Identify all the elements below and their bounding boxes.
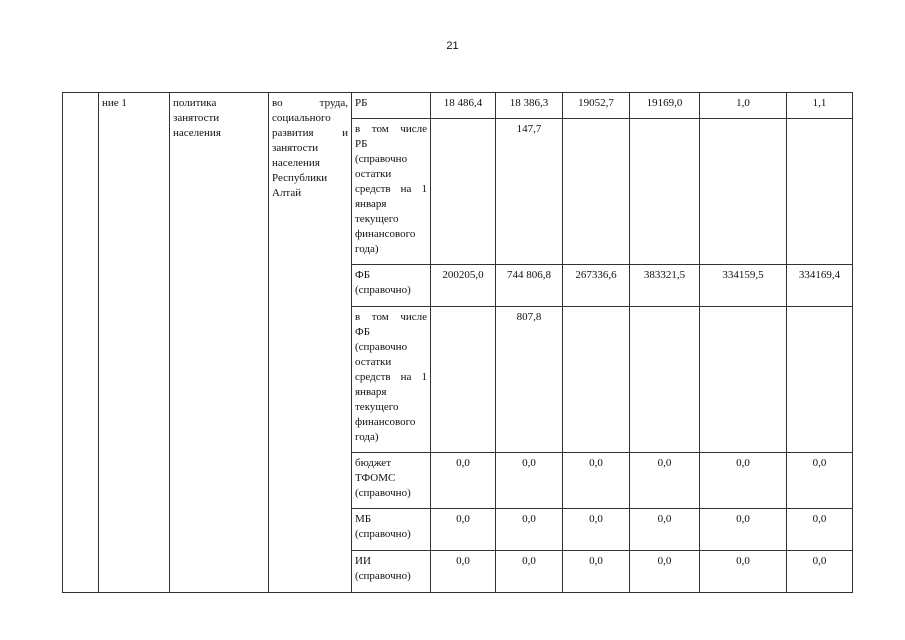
funding-source-line: ТФОМС <box>355 472 396 484</box>
value-cell: 200205,0 <box>431 265 496 307</box>
executor-line: занятости <box>272 142 319 154</box>
funding-source-cell <box>352 119 431 265</box>
value-cell: 0,0 <box>496 453 563 509</box>
funding-source-line: финансового <box>355 416 416 428</box>
funding-source-line: средств на 1 <box>355 371 427 383</box>
funding-source-cell <box>352 307 431 453</box>
funding-source-cell <box>352 509 431 551</box>
executor-line: Алтай <box>272 187 302 199</box>
funding-source-line: бюджет <box>355 457 391 469</box>
value-cell: 0,0 <box>431 551 496 593</box>
value-cell: 18 486,4 <box>431 93 496 119</box>
value-cell: 0,0 <box>563 551 630 593</box>
funding-source-line: (справочно <box>355 341 408 353</box>
funding-source-line: текущего <box>355 213 399 225</box>
value-cell <box>563 307 630 453</box>
value-cell: 19052,7 <box>563 93 630 119</box>
value-cell <box>630 307 700 453</box>
value-cell: 0,0 <box>700 453 787 509</box>
funding-source-line: (справочно) <box>355 528 411 540</box>
funding-source-line: года) <box>355 431 379 443</box>
value-cell <box>787 119 853 265</box>
funding-source-line: текущего <box>355 401 399 413</box>
executor-line: социального <box>272 112 331 124</box>
budget-table <box>62 92 853 593</box>
value-cell: 0,0 <box>431 453 496 509</box>
value-cell <box>630 119 700 265</box>
value-cell <box>563 119 630 265</box>
funding-source-line: в том числе <box>355 311 427 323</box>
funding-source-line: ИИ <box>355 555 371 567</box>
value-cell: 0,0 <box>563 453 630 509</box>
value-cell: 1,0 <box>700 93 787 119</box>
subprogram-name-cell: политика занятости населения <box>170 93 269 593</box>
value-cell: 147,7 <box>496 119 563 265</box>
funding-source-line: МБ <box>355 513 372 525</box>
funding-source-line: (справочно) <box>355 570 411 582</box>
funding-source-cell <box>352 265 431 307</box>
funding-source-line: средств на 1 <box>355 183 427 195</box>
empty-number-cell <box>63 93 99 593</box>
value-cell: 0,0 <box>496 509 563 551</box>
funding-source-line: остатки <box>355 168 392 180</box>
value-cell: 334169,4 <box>787 265 853 307</box>
value-cell: 0,0 <box>496 551 563 593</box>
value-cell <box>431 307 496 453</box>
executor-line: Республики <box>272 172 328 184</box>
value-cell: 0,0 <box>630 551 700 593</box>
funding-source-line: (справочно) <box>355 284 411 296</box>
funding-source-line: (справочно) <box>355 487 411 499</box>
value-cell <box>431 119 496 265</box>
executor-cell <box>269 93 352 593</box>
value-cell: 0,0 <box>787 453 853 509</box>
value-cell: 0,0 <box>431 509 496 551</box>
funding-source-cell <box>352 93 431 119</box>
value-cell <box>700 119 787 265</box>
funding-source-line: РБ <box>355 138 368 150</box>
value-cell: 0,0 <box>630 509 700 551</box>
funding-source-line: ФБ <box>355 269 371 281</box>
funding-source-line: финансового <box>355 228 416 240</box>
page-number: 21 <box>446 40 459 52</box>
funding-source-cell <box>352 453 431 509</box>
value-cell: 1,1 <box>787 93 853 119</box>
funding-source-line: января <box>355 198 387 210</box>
executor-line: во труда, <box>272 97 348 109</box>
program-name-cell: ние 1 <box>99 93 170 593</box>
funding-source-line: РБ <box>355 97 368 109</box>
value-cell: 267336,6 <box>563 265 630 307</box>
funding-source-line: января <box>355 386 387 398</box>
value-cell: 0,0 <box>700 551 787 593</box>
value-cell: 383321,5 <box>630 265 700 307</box>
value-cell: 18 386,3 <box>496 93 563 119</box>
value-cell: 0,0 <box>787 551 853 593</box>
value-cell: 0,0 <box>700 509 787 551</box>
table-body <box>63 93 853 593</box>
value-cell: 744 806,8 <box>496 265 563 307</box>
value-cell <box>700 307 787 453</box>
funding-source-line: ФБ <box>355 326 371 338</box>
value-cell: 334159,5 <box>700 265 787 307</box>
value-cell: 807,8 <box>496 307 563 453</box>
value-cell <box>787 307 853 453</box>
value-cell: 0,0 <box>787 509 853 551</box>
funding-source-line: года) <box>355 243 379 255</box>
table-row <box>63 93 853 119</box>
funding-source-line: в том числе <box>355 123 427 135</box>
executor-line: развития и <box>272 127 348 139</box>
executor-line: населения <box>272 157 320 169</box>
value-cell: 0,0 <box>630 453 700 509</box>
funding-source-cell <box>352 551 431 593</box>
value-cell: 19169,0 <box>630 93 700 119</box>
funding-source-line: остатки <box>355 356 392 368</box>
value-cell: 0,0 <box>563 509 630 551</box>
funding-source-line: (справочно <box>355 153 408 165</box>
